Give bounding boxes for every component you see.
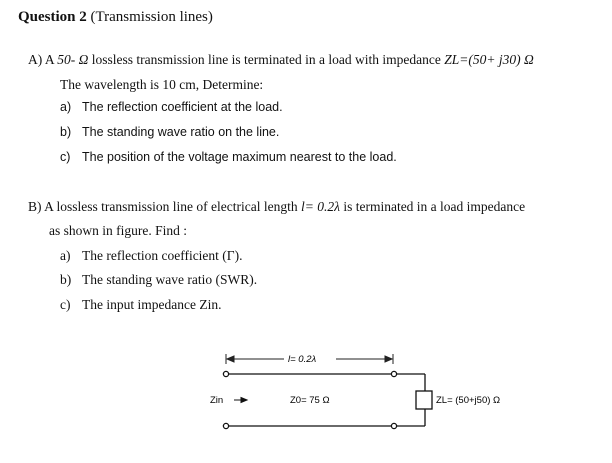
question-topic: (Transmission lines) bbox=[90, 9, 213, 25]
item-label: a) bbox=[60, 100, 72, 114]
top-conductor bbox=[223, 371, 425, 391]
item-text: The reflection coefficient at the load. bbox=[82, 100, 283, 114]
part-b-suffix: is terminated in a load impedance bbox=[343, 199, 526, 214]
load-impedance: ZL=(50+ j30) Ω bbox=[444, 52, 534, 67]
length-label: l= 0.2λ bbox=[288, 354, 317, 365]
item-label: c) bbox=[60, 297, 71, 312]
item-text: The input impedance Zin. bbox=[82, 297, 222, 312]
part-a-middle: lossless transmission line is terminated in a load with impedance bbox=[91, 52, 441, 67]
wavelength-line: The wavelength is 10 cm, Determine: bbox=[60, 77, 264, 92]
part-a-letter: A) bbox=[28, 52, 43, 67]
item-text: The position of the voltage maximum nearest to the load. bbox=[82, 150, 397, 164]
part-b-prefix: A lossless transmission line of electrical length bbox=[44, 199, 298, 214]
item-text: The standing wave ratio (SWR). bbox=[82, 272, 258, 287]
item-label: b) bbox=[60, 272, 72, 287]
part-b-letter: B) bbox=[28, 199, 42, 214]
zin-arrow bbox=[234, 398, 247, 403]
part-b-intro-line2: as shown in figure. Find : bbox=[49, 223, 187, 238]
item-text: The standing wave ratio on the line. bbox=[82, 125, 280, 139]
zl-label: ZL= (50+j50) Ω bbox=[436, 395, 501, 406]
part-a-prefix: A bbox=[44, 52, 54, 67]
electrical-length: l= 0.2λ bbox=[300, 199, 340, 214]
zin-label: Zin bbox=[210, 395, 224, 406]
question-number: Question 2 bbox=[18, 9, 87, 25]
load-impedance-box bbox=[416, 391, 432, 409]
item-label: a) bbox=[60, 248, 71, 263]
bottom-conductor bbox=[223, 409, 425, 429]
z0-label: Z0= 75 Ω bbox=[290, 395, 330, 406]
item-text: The reflection coefficient (Γ). bbox=[82, 248, 243, 263]
line-impedance: 50- Ω bbox=[57, 52, 89, 67]
item-label: b) bbox=[60, 125, 72, 139]
item-label: c) bbox=[60, 150, 71, 164]
